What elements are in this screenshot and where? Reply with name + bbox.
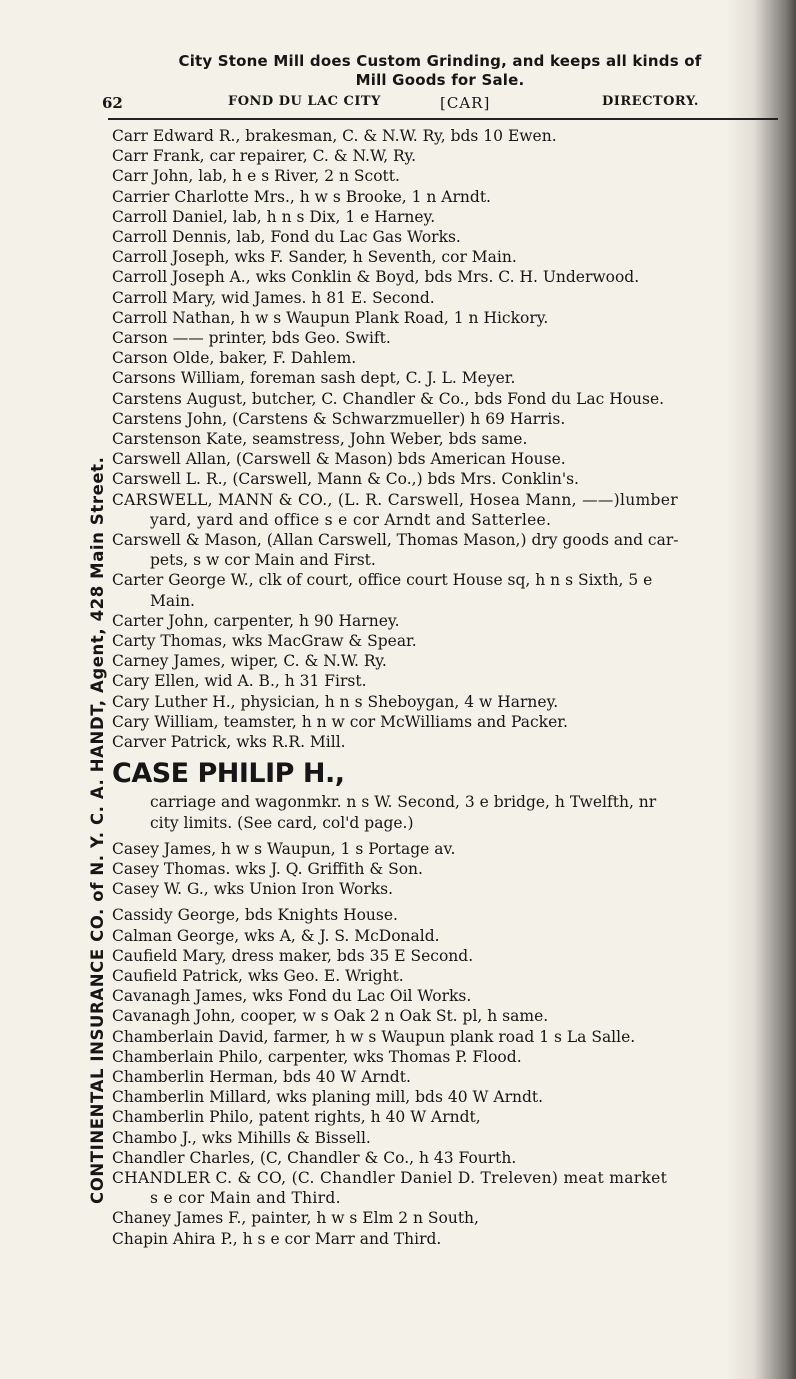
entry-text: Carstens August, butcher, C. Chandler & Co., bds Fond du Lac House. (112, 389, 665, 408)
entry-text: CARSWELL, MANN & CO., (L. R. Carswell, Hosea Mann, ——)lumber (112, 490, 678, 509)
directory-entry (112, 247, 782, 267)
directory-entry (112, 1087, 782, 1107)
directory-entry (112, 671, 782, 691)
case-philip-details (112, 792, 782, 832)
entry-text: Cary William, teamster, h n w cor McWilliams and Packer. (112, 712, 568, 731)
directory-entry (112, 530, 782, 570)
case-philip-line-1: carriage and wagonmkr. n s W. Second, 3 e bridge, h Twelfth, nr (150, 793, 657, 812)
entry-text: Carroll Dennis, lab, Fond du Lac Gas Works. (112, 228, 461, 247)
directory-entry (112, 1168, 782, 1208)
directory-entry (112, 966, 782, 986)
case-philip-heading: CASE PHILIP H., (112, 758, 345, 790)
entry-text: Cary Ellen, wid A. B., h 31 First. (112, 672, 367, 691)
directory-entry (112, 126, 782, 146)
directory-entry (112, 207, 782, 227)
directory-entry (112, 631, 782, 651)
directory-entry (112, 1107, 782, 1127)
directory-entry (112, 692, 782, 712)
directory-entry (112, 732, 782, 752)
directory-entry (112, 1067, 782, 1087)
directory-entry (112, 946, 782, 966)
directory-entry (112, 429, 782, 449)
header-section-key: [CAR] (440, 94, 491, 112)
entry-text: Chandler Charles, (C, Chandler & Co., h 43 Fourth. (112, 1148, 517, 1167)
entry-text: Carney James, wiper, C. & N.W. Ry. (112, 652, 387, 671)
entry-text: Carr Edward R., brakesman, C. & N.W. Ry, bds 10 Ewen. (112, 127, 557, 145)
entry-text: Chamberlin Philo, patent rights, h 40 W Arndt, (112, 1108, 481, 1127)
directory-entry (112, 1208, 782, 1228)
directory-entry (112, 267, 782, 287)
running-header (102, 94, 782, 114)
entry-text: Carty Thomas, wks MacGraw & Spear. (112, 632, 417, 651)
entry-text: Casey W. G., wks Union Iron Works. (112, 880, 394, 899)
entry-text: Carswell L. R., (Carswell, Mann & Co.,) bds Mrs. Conklin's. (112, 470, 579, 489)
entry-text: Cavanagh James, wks Fond du Lac Oil Works. (112, 987, 472, 1006)
entry-text: Carsons William, foreman sash dept, C. J. L. Meyer. (112, 369, 516, 388)
entry-continuation: pets, s w cor Main and First. (150, 551, 376, 570)
entry-text: Chaney James F., painter, h w s Elm 2 n South, (112, 1209, 479, 1228)
entry-text: Carroll Joseph, wks F. Sander, h Seventh, cor Main. (112, 248, 517, 267)
entries-cas-cha-section (112, 839, 782, 1249)
entry-text: Caufield Patrick, wks Geo. E. Wright. (112, 966, 404, 985)
directory-entry (112, 328, 782, 348)
entry-text: Chamberlain Philo, carpenter, wks Thomas P. Flood. (112, 1047, 522, 1066)
entry-text: Chamberlin Millard, wks planing mill, bds 40 W Arndt. (112, 1088, 544, 1107)
entries-car-section (112, 126, 782, 752)
page-number: 62 (102, 94, 123, 112)
case-philip-line-2: city limits. (See card, col'd page.) (150, 813, 414, 832)
entry-text: Carver Patrick, wks R.R. Mill. (112, 733, 346, 752)
banner-line-1: City Stone Mill does Custom Grinding, and keeps all kinds of (178, 52, 702, 70)
entry-text: Carroll Nathan, h w s Waupun Plank Road, 1 n Hickory. (112, 308, 549, 327)
directory-entry (112, 227, 782, 247)
directory-entry (112, 1229, 782, 1249)
entry-text: Chamberlin Herman, bds 40 W Arndt. (112, 1067, 411, 1086)
directory-entry (112, 409, 782, 429)
directory-entry (112, 449, 782, 469)
entry-text: Carrier Charlotte Mrs., h w s Brooke, 1 n Arndt. (112, 187, 491, 206)
directory-entry (112, 905, 782, 925)
entry-text: Carroll Daniel, lab, h n s Dix, 1 e Harney. (112, 207, 436, 226)
entry-continuation: s e cor Main and Third. (150, 1189, 341, 1208)
entry-text: Chambo J., wks Mihills & Bissell. (112, 1128, 371, 1147)
directory-entry (112, 469, 782, 489)
directory-entry (112, 839, 782, 859)
directory-entry (112, 879, 782, 899)
header-rule (108, 118, 778, 120)
entry-text: Carroll Joseph A., wks Conklin & Boyd, bds Mrs. C. H. Underwood. (112, 268, 640, 287)
entry-text: Carr John, lab, h e s River, 2 n Scott. (112, 167, 400, 186)
entry-text: Carstens John, (Carstens & Schwarzmueller) h 69 Harris. (112, 409, 566, 428)
side-margin-advertisement (86, 114, 110, 1204)
entry-text: Carroll Mary, wid James. h 81 E. Second. (112, 288, 435, 307)
entry-text: Casey Thomas. wks J. Q. Griffith & Son. (112, 859, 423, 878)
directory-entry (112, 1047, 782, 1067)
directory-entries (112, 126, 782, 1249)
entry-text: Casey James, h w s Waupun, 1 s Portage av. (112, 839, 456, 858)
directory-entry (112, 986, 782, 1006)
entry-continuation: yard, yard and office s e cor Arndt and Satterlee. (150, 510, 552, 529)
directory-entry (112, 389, 782, 409)
directory-entry (112, 1148, 782, 1168)
directory-entry (112, 570, 782, 610)
entry-text: Calman George, wks A, & J. S. McDonald. (112, 926, 440, 945)
header-directory-title: DIRECTORY. (602, 94, 699, 109)
entry-text: Carstenson Kate, seamstress, John Weber, bds same. (112, 430, 528, 449)
entry-text: Carr Frank, car repairer, C. & N.W, Ry. (112, 147, 417, 166)
entry-text: Cavanagh John, cooper, w s Oak 2 n Oak St. pl, h same. (112, 1007, 549, 1026)
directory-entry (112, 146, 782, 166)
directory-entry (112, 712, 782, 732)
entry-text: Carson Olde, baker, F. Dahlem. (112, 349, 357, 368)
directory-entry (112, 490, 782, 530)
directory-entry (112, 288, 782, 308)
directory-entry (112, 926, 782, 946)
entry-text: Carson —— printer, bds Geo. Swift. (112, 329, 391, 348)
directory-entry (112, 1128, 782, 1148)
entry-text: Carter George W., clk of court, office court House sq, h n s Sixth, 5 e (112, 571, 653, 590)
entry-text: Cary Luther H., physician, h n s Sheboygan, 4 w Harney. (112, 692, 559, 711)
top-banner-advertisement (110, 52, 770, 90)
header-city-title: FOND DU LAC CITY (228, 94, 381, 109)
side-ad-text: CONTINENTAL INSURANCE CO. of N. Y. C. A. HANDT, Agent, 428 Main Street. (88, 456, 107, 1204)
directory-entry (112, 368, 782, 388)
entry-text: Carswell Allan, (Carswell & Mason) bds American House. (112, 450, 566, 469)
entry-text: CHANDLER C. & CO, (C. Chandler Daniel D. Treleven) meat market (112, 1168, 668, 1187)
directory-entry (112, 859, 782, 879)
entry-text: Cassidy George, bds Knights House. (112, 906, 398, 925)
entry-continuation: Main. (150, 591, 195, 610)
directory-entry (112, 1027, 782, 1047)
entry-text: Chamberlain David, farmer, h w s Waupun plank road 1 s La Salle. (112, 1027, 636, 1046)
directory-entry (112, 166, 782, 186)
banner-line-2: Mill Goods for Sale. (355, 71, 525, 89)
directory-entry (112, 308, 782, 328)
entry-text: Carter John, carpenter, h 90 Harney. (112, 611, 400, 630)
directory-entry (112, 611, 782, 631)
entry-text: Caufield Mary, dress maker, bds 35 E Second. (112, 946, 474, 965)
entry-text: Carswell & Mason, (Allan Carswell, Thomas Mason,) dry goods and car- (112, 531, 679, 550)
directory-entry (112, 651, 782, 671)
directory-entry (112, 1006, 782, 1026)
directory-entry (112, 348, 782, 368)
entry-text: Chapin Ahira P., h s e cor Marr and Third. (112, 1229, 442, 1248)
directory-entry (112, 187, 782, 207)
